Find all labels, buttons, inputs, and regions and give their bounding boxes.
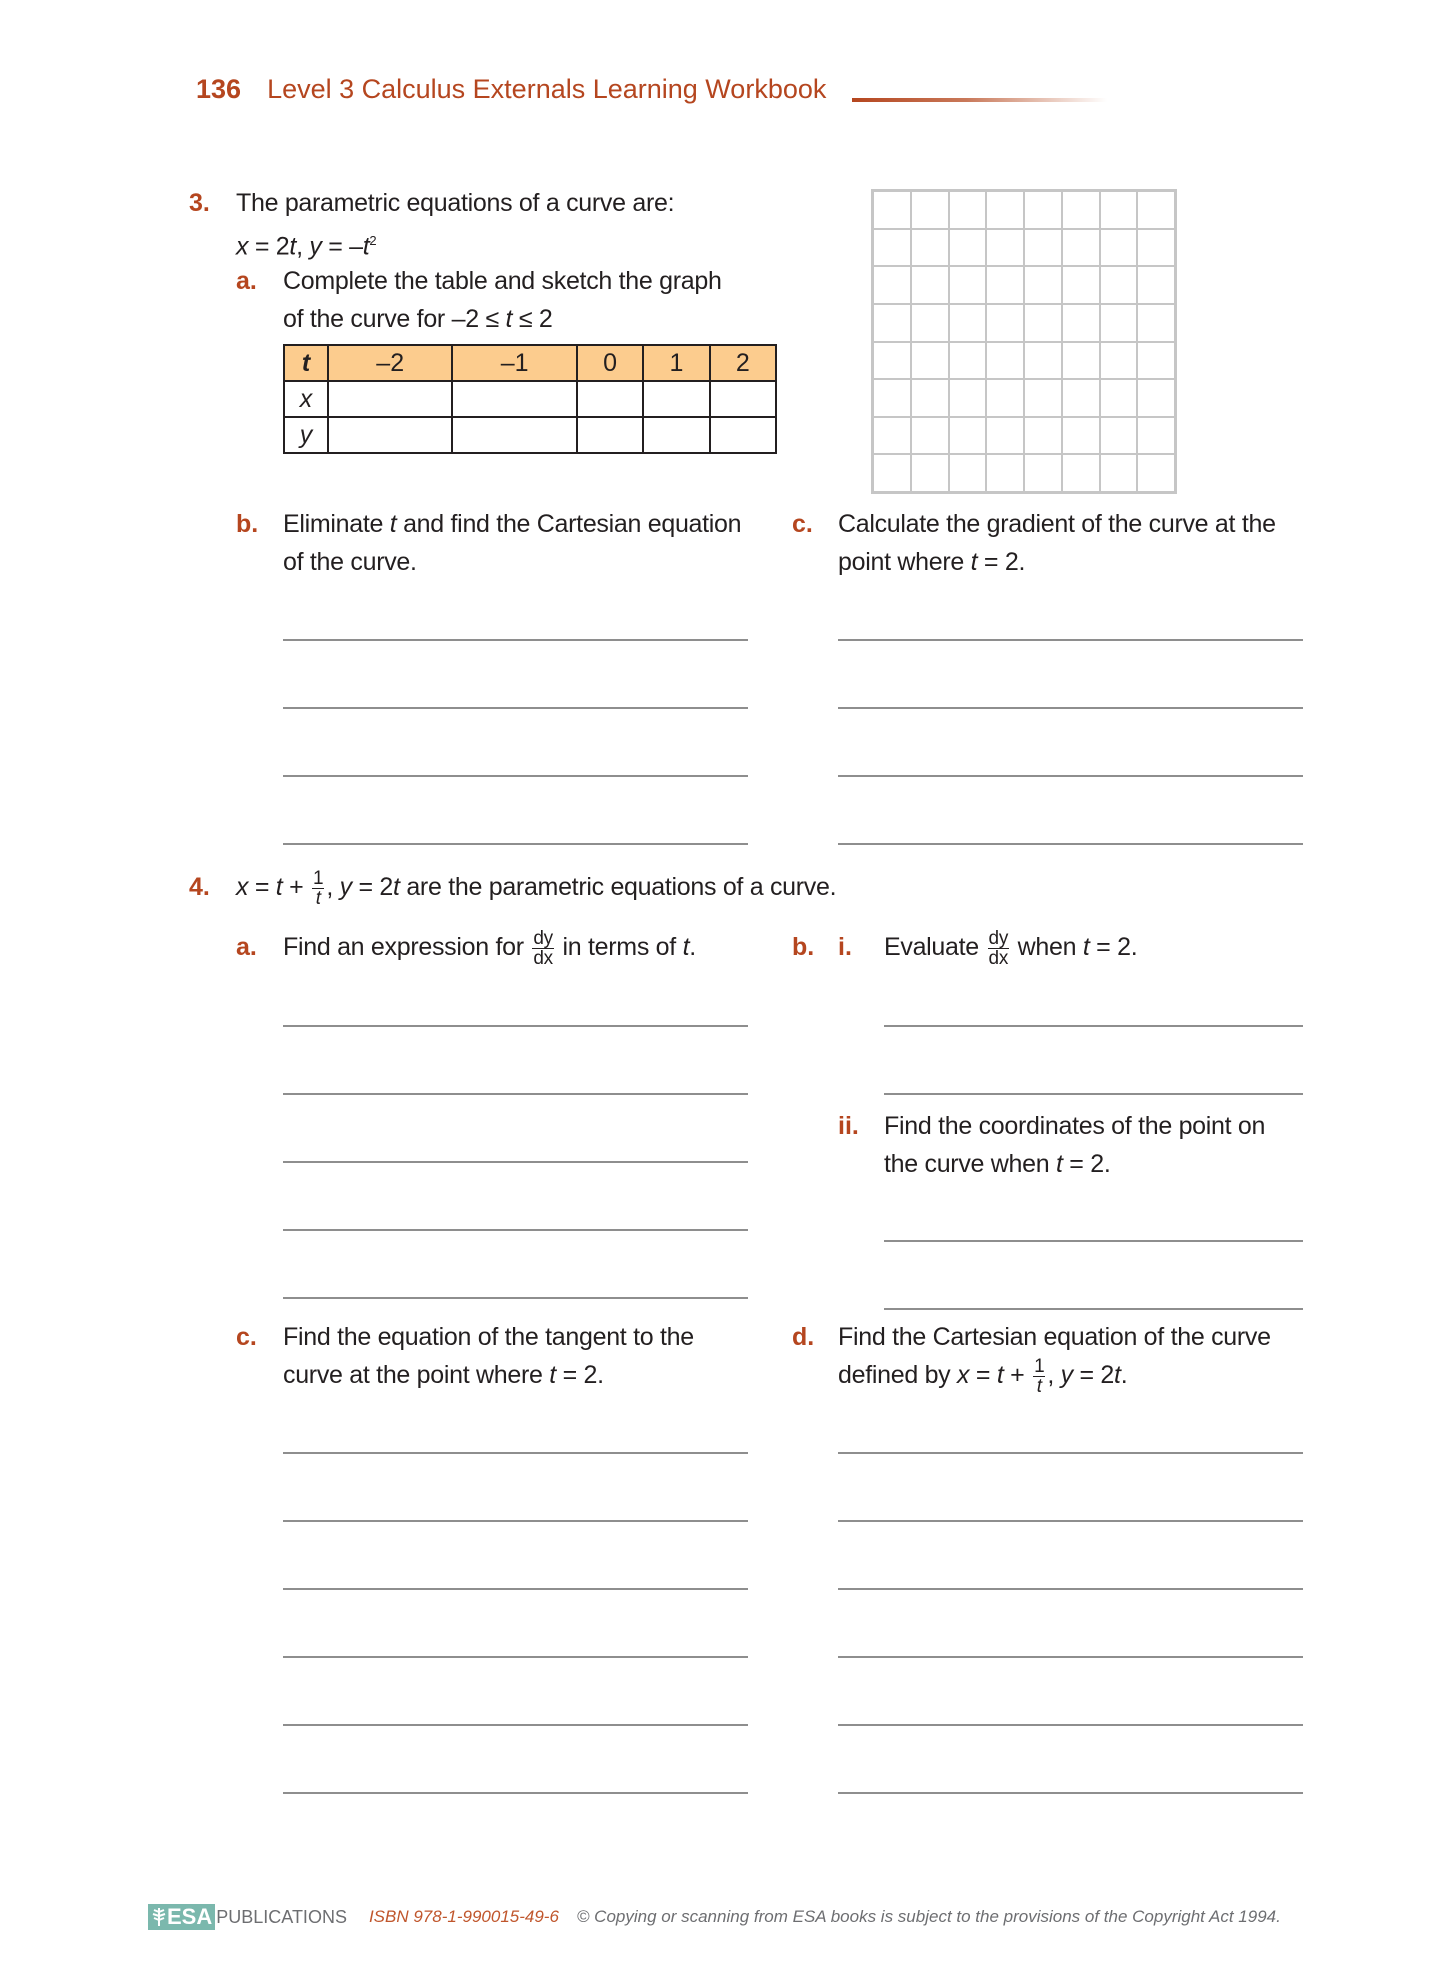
fraction-dydx: $\frac{dy}{dx}$ xyxy=(533,927,553,969)
answer-line[interactable] xyxy=(283,1025,748,1027)
q3b-label: b. xyxy=(236,510,259,538)
grid-cell xyxy=(1024,229,1062,267)
grid-cell xyxy=(1062,266,1100,304)
answer-line[interactable] xyxy=(838,1792,1303,1794)
table-cell-input[interactable] xyxy=(577,417,643,453)
grid-cell xyxy=(911,417,949,455)
grid-cell xyxy=(1062,379,1100,417)
table-cell-input[interactable] xyxy=(710,381,776,417)
table-cell-input[interactable] xyxy=(643,381,709,417)
answer-line[interactable] xyxy=(283,1297,748,1299)
grid-cell xyxy=(911,379,949,417)
copyright-notice: © Copying or scanning from ESA books is subject to the provisions of the Copyright Act 1994. xyxy=(576,1907,1281,1926)
grid-cell xyxy=(1024,304,1062,342)
answer-line[interactable] xyxy=(283,707,748,709)
grid-cell xyxy=(949,191,987,229)
grid-cell xyxy=(1100,266,1138,304)
table-cell-input[interactable] xyxy=(710,417,776,453)
answer-line[interactable] xyxy=(838,639,1303,641)
answer-line[interactable] xyxy=(884,1308,1303,1310)
grid-cell xyxy=(949,266,987,304)
grid-cell xyxy=(1137,379,1175,417)
grid-cell xyxy=(1137,304,1175,342)
q4bi-label: i. xyxy=(838,933,852,961)
answer-line[interactable] xyxy=(838,1520,1303,1522)
answer-line[interactable] xyxy=(283,1520,748,1522)
grid-cell xyxy=(1062,417,1100,455)
grid-cell xyxy=(986,191,1024,229)
grid-cell xyxy=(873,342,911,380)
grid-cell xyxy=(949,229,987,267)
grid-cell xyxy=(986,342,1024,380)
table-header-t: t xyxy=(284,345,328,381)
grid-cell xyxy=(986,417,1024,455)
grid-cell xyxy=(873,266,911,304)
table-cell-input[interactable] xyxy=(328,417,452,453)
fraction: $\frac{1}{t}$ xyxy=(313,867,324,909)
q4-equation: x = t + $\frac{1}{t}$ , y = 2t are the parametric equations of a curve. xyxy=(236,867,837,909)
q3a-label: a. xyxy=(236,267,257,295)
grid-cell xyxy=(873,417,911,455)
q4-number: 4. xyxy=(189,873,210,901)
page-header xyxy=(196,74,826,105)
answer-line[interactable] xyxy=(283,1229,748,1231)
grid-cell xyxy=(986,379,1024,417)
grid-cell xyxy=(1137,342,1175,380)
answer-line[interactable] xyxy=(838,707,1303,709)
answer-line[interactable] xyxy=(283,1792,748,1794)
answer-line[interactable] xyxy=(838,1588,1303,1590)
q3-equation: x = 2t, $y = -t^2$ xyxy=(236,232,377,261)
table-cell-input[interactable] xyxy=(643,417,709,453)
q3-number: 3. xyxy=(189,189,210,217)
grid-cell xyxy=(873,379,911,417)
table-row-y xyxy=(284,417,776,453)
grid-cell xyxy=(949,304,987,342)
q4d-text-line1: Find the Cartesian equation of the curve xyxy=(838,1323,1271,1351)
table-cell-input[interactable] xyxy=(577,381,643,417)
publisher-name: PUBLICATIONS xyxy=(216,1906,347,1927)
q3c-text-line2: point where t = 2. xyxy=(838,548,1026,576)
page-number: 136 xyxy=(196,74,242,104)
grid-cell xyxy=(1024,191,1062,229)
q3c-text-line1: Calculate the gradient of the curve at the xyxy=(838,510,1276,538)
grid-cell xyxy=(1137,266,1175,304)
esa-logo xyxy=(148,1904,215,1930)
q4c-label: c. xyxy=(236,1323,257,1351)
grid-cell xyxy=(873,454,911,492)
q3a-text-line1: Complete the table and sketch the graph xyxy=(283,267,722,295)
grid-cell xyxy=(1062,454,1100,492)
q4bi-text: Evaluate $\frac{dy}{dx}$ when t = 2. xyxy=(884,927,1138,969)
answer-line[interactable] xyxy=(283,1452,748,1454)
grid-cell xyxy=(1024,342,1062,380)
answer-line[interactable] xyxy=(283,843,748,845)
table-cell-input[interactable] xyxy=(452,417,576,453)
grid-cell xyxy=(1137,454,1175,492)
var-x: x xyxy=(236,232,249,261)
table-header-cell: 1 xyxy=(643,345,709,381)
grid-cell xyxy=(1100,304,1138,342)
answer-line[interactable] xyxy=(884,1025,1303,1027)
q4bii-text-line2: the curve when t = 2. xyxy=(884,1150,1111,1178)
grid-cell xyxy=(949,379,987,417)
q4d-text-line2: defined by x = t + $\frac{1}{t}$ , y = 2t. xyxy=(838,1355,1128,1397)
grid-cell xyxy=(911,454,949,492)
grid-cell xyxy=(1024,417,1062,455)
q3b-text-line2: of the curve. xyxy=(283,548,417,576)
q4bii-label: ii. xyxy=(838,1112,859,1140)
answer-line[interactable] xyxy=(283,775,748,777)
grid-cell xyxy=(1100,229,1138,267)
answer-line[interactable] xyxy=(838,1452,1303,1454)
q4bii-text-line1: Find the coordinates of the point on xyxy=(884,1112,1266,1140)
page-footer xyxy=(148,1904,1281,1930)
grid-cell xyxy=(911,342,949,380)
fraction-dydx: $\frac{dy}{dx}$ xyxy=(988,927,1009,969)
grid-cell xyxy=(1100,342,1138,380)
table-header-cell: 2 xyxy=(710,345,776,381)
table-row-label: x xyxy=(284,381,328,417)
grid-cell xyxy=(1100,379,1138,417)
answer-line[interactable] xyxy=(283,639,748,641)
q3c-label: c. xyxy=(792,510,813,538)
answer-line[interactable] xyxy=(884,1240,1303,1242)
answer-line[interactable] xyxy=(283,1656,748,1658)
grid-cell xyxy=(1024,454,1062,492)
tree-icon xyxy=(151,1907,167,1927)
q4d-label: d. xyxy=(792,1323,815,1351)
q4a-label: a. xyxy=(236,933,257,961)
grid-cell xyxy=(1100,417,1138,455)
q3a-text-line2: of the curve for –2 ≤ t ≤ 2 xyxy=(283,305,553,333)
q3b-text-line1: Eliminate t and find the Cartesian equation xyxy=(283,510,742,538)
grid-cell xyxy=(873,304,911,342)
grid-cell xyxy=(911,191,949,229)
grid-cell xyxy=(1062,342,1100,380)
table-header-row xyxy=(284,345,776,381)
sketch-grid[interactable] xyxy=(871,189,1177,494)
grid-cell xyxy=(1137,191,1175,229)
book-title: Level 3 Calculus Externals Learning Workbook xyxy=(267,74,827,104)
grid-cell xyxy=(1137,417,1175,455)
q4c-text-line2: curve at the point where t = 2. xyxy=(283,1361,604,1389)
answer-line[interactable] xyxy=(838,775,1303,777)
grid-cell xyxy=(1024,266,1062,304)
grid-cell xyxy=(1062,229,1100,267)
q3-intro: The parametric equations of a curve are: xyxy=(236,189,675,217)
q4a-text: Find an expression for $\frac{dy}{dx}$ in terms of t. xyxy=(283,927,696,969)
grid-cell xyxy=(986,266,1024,304)
isbn: ISBN 978-1-990015-49-6 xyxy=(368,1907,559,1926)
answer-line[interactable] xyxy=(884,1093,1303,1095)
esa-logo-text: ESA xyxy=(167,1904,213,1929)
grid-cell xyxy=(949,454,987,492)
grid-cell xyxy=(1062,304,1100,342)
grid-cell xyxy=(986,304,1024,342)
answer-line[interactable] xyxy=(838,1724,1303,1726)
table-cell-input[interactable] xyxy=(328,381,452,417)
table-header-cell: –2 xyxy=(328,345,452,381)
table-header-cell: 0 xyxy=(577,345,643,381)
answer-line[interactable] xyxy=(283,1093,748,1095)
grid-cell xyxy=(949,342,987,380)
grid-cell xyxy=(873,191,911,229)
table-cell-input[interactable] xyxy=(452,381,576,417)
grid-cell xyxy=(1100,454,1138,492)
grid-cell xyxy=(911,266,949,304)
answer-line[interactable] xyxy=(838,1656,1303,1658)
table-header-cell: –1 xyxy=(452,345,576,381)
grid-cell xyxy=(1024,379,1062,417)
answer-line[interactable] xyxy=(838,843,1303,845)
values-table xyxy=(283,344,777,454)
grid-cell xyxy=(1137,229,1175,267)
fraction: $\frac{1}{t}$ xyxy=(1034,1355,1045,1397)
q4c-text-line1: Find the equation of the tangent to the xyxy=(283,1323,694,1351)
table-row-x xyxy=(284,381,776,417)
answer-line[interactable] xyxy=(283,1588,748,1590)
grid-cell xyxy=(873,229,911,267)
grid-cell xyxy=(986,229,1024,267)
header-rule xyxy=(852,98,1107,102)
grid-cell xyxy=(911,229,949,267)
answer-line[interactable] xyxy=(283,1724,748,1726)
q4b-label: b. xyxy=(792,933,815,961)
grid-cell xyxy=(949,417,987,455)
grid-cell xyxy=(1100,191,1138,229)
table-row-label: y xyxy=(284,417,328,453)
grid-cell xyxy=(1062,191,1100,229)
grid-cell xyxy=(911,304,949,342)
answer-line[interactable] xyxy=(283,1161,748,1163)
grid-cell xyxy=(986,454,1024,492)
